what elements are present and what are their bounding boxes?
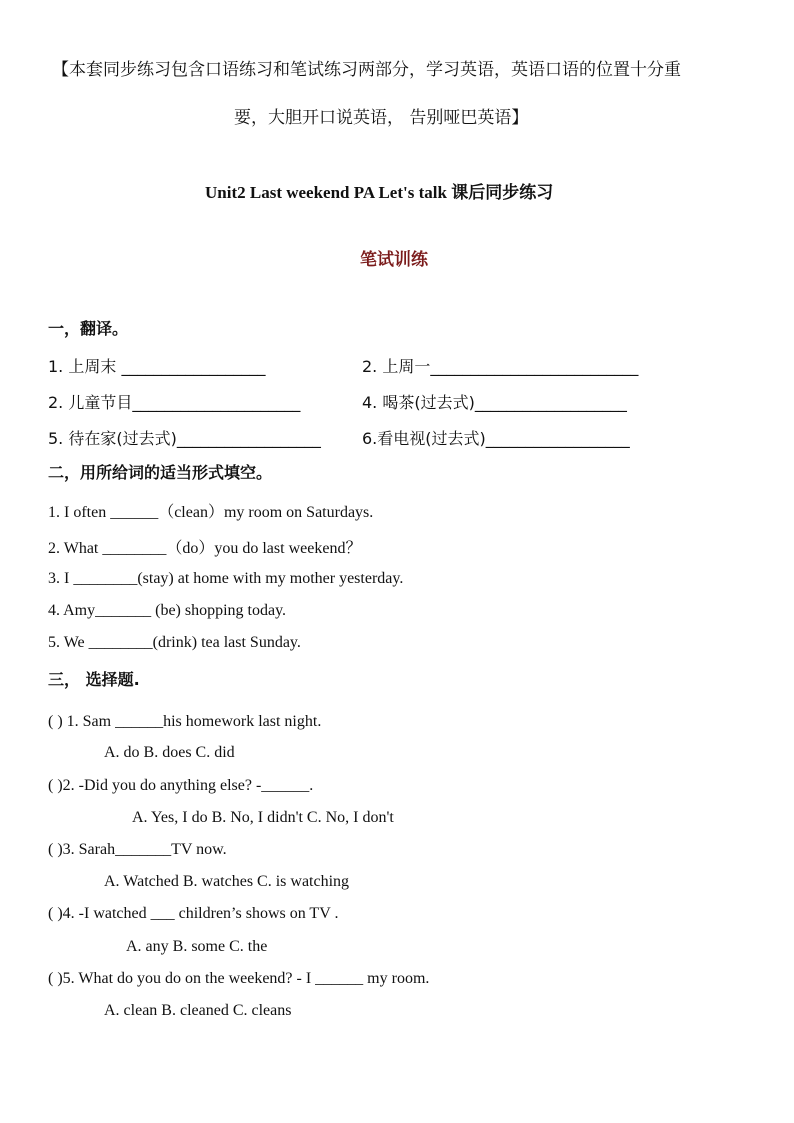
fill-item-1: 1. I often ______（clean）my room on Saturdays. bbox=[48, 504, 374, 521]
section2-heading: 二，用所给词的适当形式填空。 bbox=[48, 463, 273, 482]
intro-line-2: 要，大胆开口说英语， 告别哑巴英语】 bbox=[234, 108, 529, 128]
choice-options-2: A. Yes, I do B. No, I didn't C. No, I don't bbox=[132, 809, 394, 826]
choice-question-3: ( )3. Sarah_______TV now. bbox=[48, 841, 227, 858]
choice-options-1: A. do B. does C. did bbox=[104, 744, 235, 761]
choice-options-3: A. Watched B. watches C. is watching bbox=[104, 873, 350, 890]
choice-question-5: ( )5. What do you do on the weekend? - I ______ my room. bbox=[48, 970, 430, 987]
section-subtitle: 笔试训练 bbox=[360, 250, 428, 270]
section3-heading: 三， 选择题. bbox=[48, 670, 140, 689]
translate-item-5: 5. 待在家(过去式)__________________ bbox=[48, 429, 321, 448]
fill-item-2: 2. What ________（do）you do last weekend？ bbox=[48, 540, 362, 557]
intro-line-1: 【本套同步练习包含口语练习和笔试练习两部分，学习英语，英语口语的位置十分重 bbox=[52, 60, 681, 80]
translate-item-2: 2. 上周一__________________________ bbox=[362, 357, 639, 376]
page-title-zh: 课后同步练习 bbox=[451, 183, 554, 203]
choice-options-4: A. any B. some C. the bbox=[126, 938, 268, 955]
translate-item-4: 4. 喝茶(过去式)___________________ bbox=[362, 393, 627, 412]
fill-item-5: 5. We ________(drink) tea last Sunday. bbox=[48, 634, 301, 651]
translate-item-6: 6.看电视(过去式)__________________ bbox=[362, 429, 630, 448]
choice-options-5: A. clean B. cleaned C. cleans bbox=[104, 1002, 292, 1019]
choice-question-1: ( ) 1. Sam ______his homework last night. bbox=[48, 713, 322, 730]
page-title bbox=[205, 178, 553, 203]
choice-question-4: ( )4. -I watched ___ children’s shows on TV . bbox=[48, 905, 339, 922]
page-title-en: Unit2 Last weekend PA Let's talk bbox=[205, 183, 452, 202]
translate-item-3: 2. 儿童节目_____________________ bbox=[48, 393, 301, 412]
choice-question-2: ( )2. -Did you do anything else? -______. bbox=[48, 777, 314, 794]
translate-item-1: 1. 上周末 __________________ bbox=[48, 357, 266, 376]
fill-item-3: 3. I ________(stay) at home with my mother yesterday. bbox=[48, 570, 404, 587]
fill-item-4: 4. Amy_______ (be) shopping today. bbox=[48, 602, 287, 619]
section1-heading: 一，翻译。 bbox=[48, 319, 129, 338]
